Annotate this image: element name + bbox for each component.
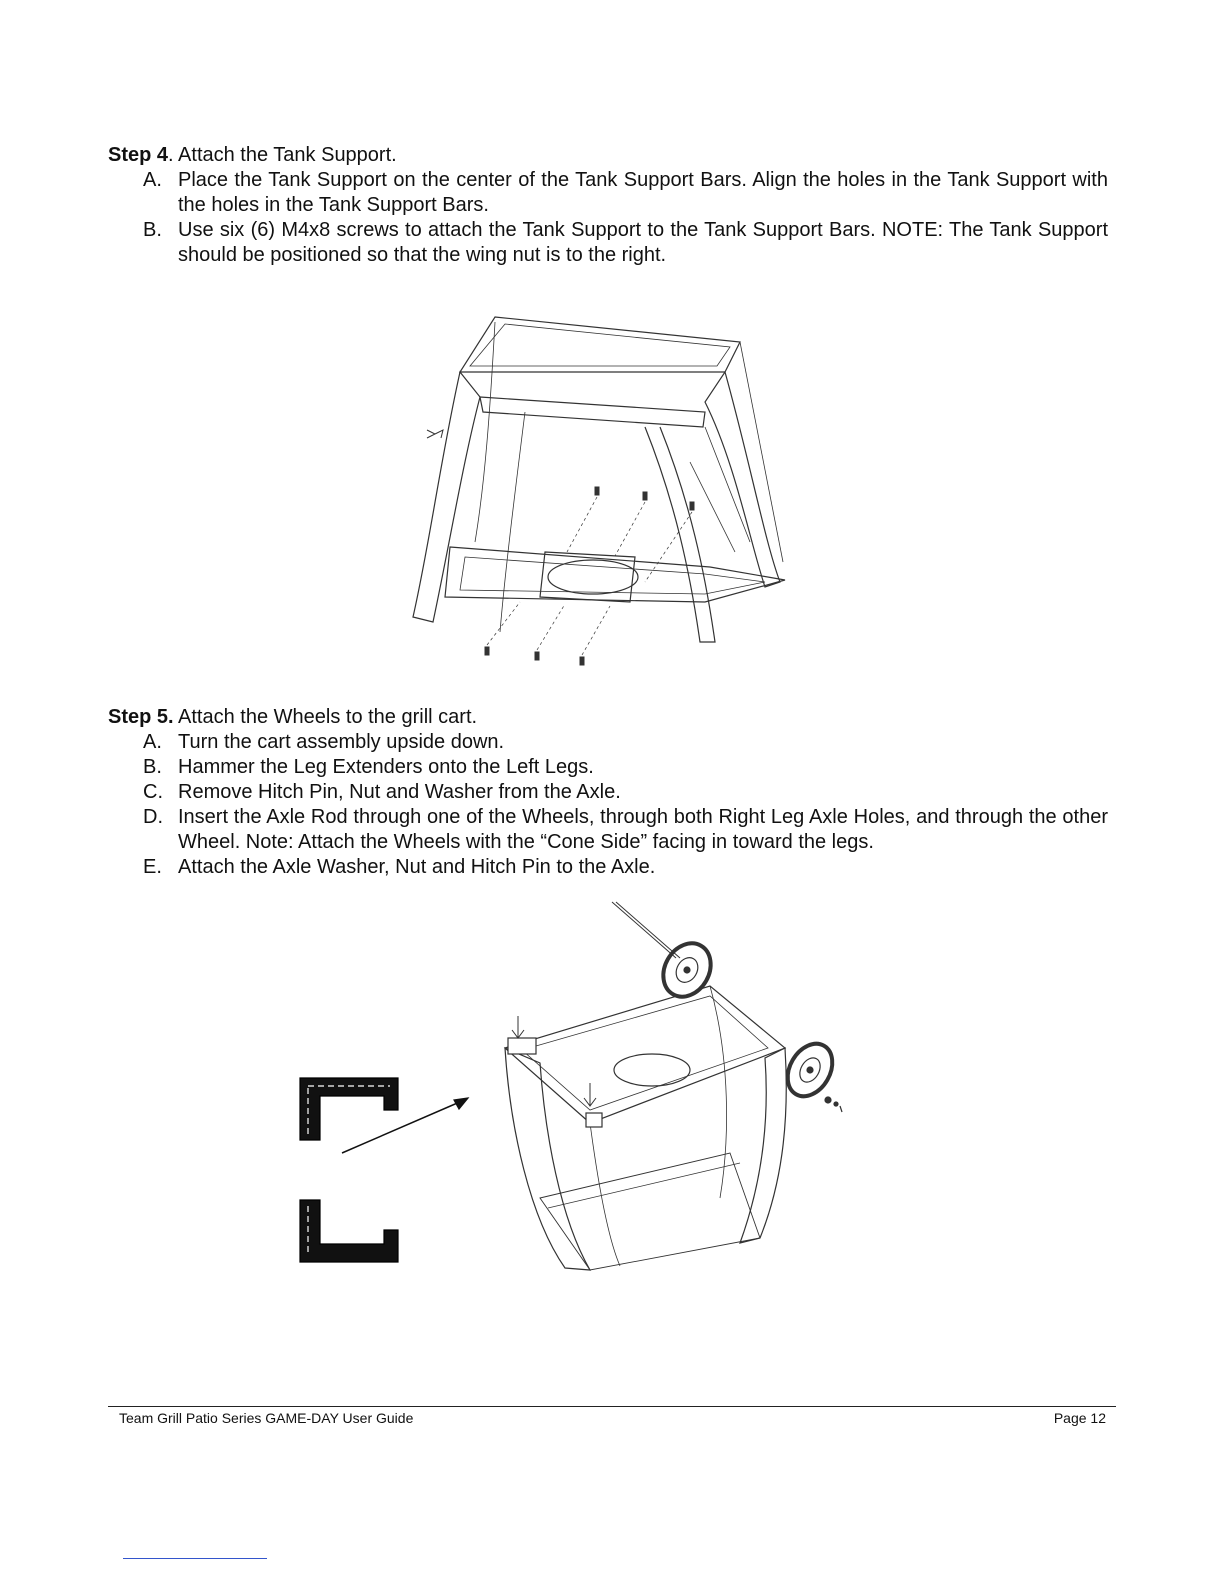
- step-5-item-e: [108, 855, 1108, 880]
- item-text: Hammer the Leg Extenders onto the Left Legs.: [178, 756, 594, 778]
- step-4-title: . Attach the Tank Support.: [168, 144, 397, 166]
- step-5-item-a: [108, 730, 1108, 755]
- item-text: Remove Hitch Pin, Nut and Washer from the Axle.: [178, 781, 621, 803]
- item-letter: A.: [143, 731, 162, 753]
- step-5-title: Attach the Wheels to the grill cart.: [173, 706, 478, 728]
- step-4-heading: [108, 143, 1108, 168]
- tank-support-diagram: [405, 312, 795, 672]
- step-4-list: [108, 168, 1108, 268]
- step-4-section: [108, 143, 1108, 268]
- step-5-item-d: [108, 805, 1108, 855]
- step-5-label: Step 5.: [108, 706, 174, 728]
- step-4-item-b: [108, 218, 1108, 268]
- wheel-top-icon: [654, 935, 720, 1005]
- leg-extender-bottom-icon: [300, 1200, 398, 1262]
- item-letter: B.: [143, 219, 162, 241]
- step-4-item-a: [108, 168, 1108, 218]
- item-letter: D.: [143, 806, 163, 828]
- item-letter: C.: [143, 781, 163, 803]
- step-5-section: [108, 705, 1108, 880]
- step-4-label: Step 4: [108, 144, 169, 166]
- item-letter: E.: [143, 856, 162, 878]
- footer-guide-title: Team Grill Patio Series GAME-DAY User Guide: [119, 1410, 414, 1426]
- step-5-heading: [108, 705, 1108, 730]
- item-letter: A.: [143, 169, 162, 191]
- item-text: Turn the cart assembly upside down.: [178, 731, 505, 753]
- item-letter: B.: [143, 756, 162, 778]
- step-5-list: [108, 730, 1108, 880]
- bottom-divider: [123, 1558, 267, 1559]
- wheel-attachment-diagram: [290, 898, 850, 1278]
- leg-extender-top-icon: [300, 1078, 398, 1140]
- step-5-item-c: [108, 780, 1108, 805]
- step-5-item-b: [108, 755, 1108, 780]
- footer-rule: [108, 1406, 1116, 1407]
- item-text: Use six (6) M4x8 screws to attach the Tank Support to the Tank Support Bars. NOTE: The Tank Support should be positioned so that the wing nut is to the right.: [178, 219, 1108, 266]
- wheel-right-icon: [779, 1036, 842, 1104]
- item-text: Attach the Axle Washer, Nut and Hitch Pin to the Axle.: [178, 856, 656, 878]
- item-text: Place the Tank Support on the center of the Tank Support Bars. Align the holes in the Tank Support with the holes in the Tank Support Bars.: [178, 169, 1108, 216]
- footer-page-number: Page 12: [1053, 1410, 1106, 1426]
- item-text: Insert the Axle Rod through one of the Wheels, through both Right Leg Axle Holes, and through the other Wheel. Note: Attach the Wheels with the “Cone Side” facing in toward the legs.: [178, 806, 1108, 853]
